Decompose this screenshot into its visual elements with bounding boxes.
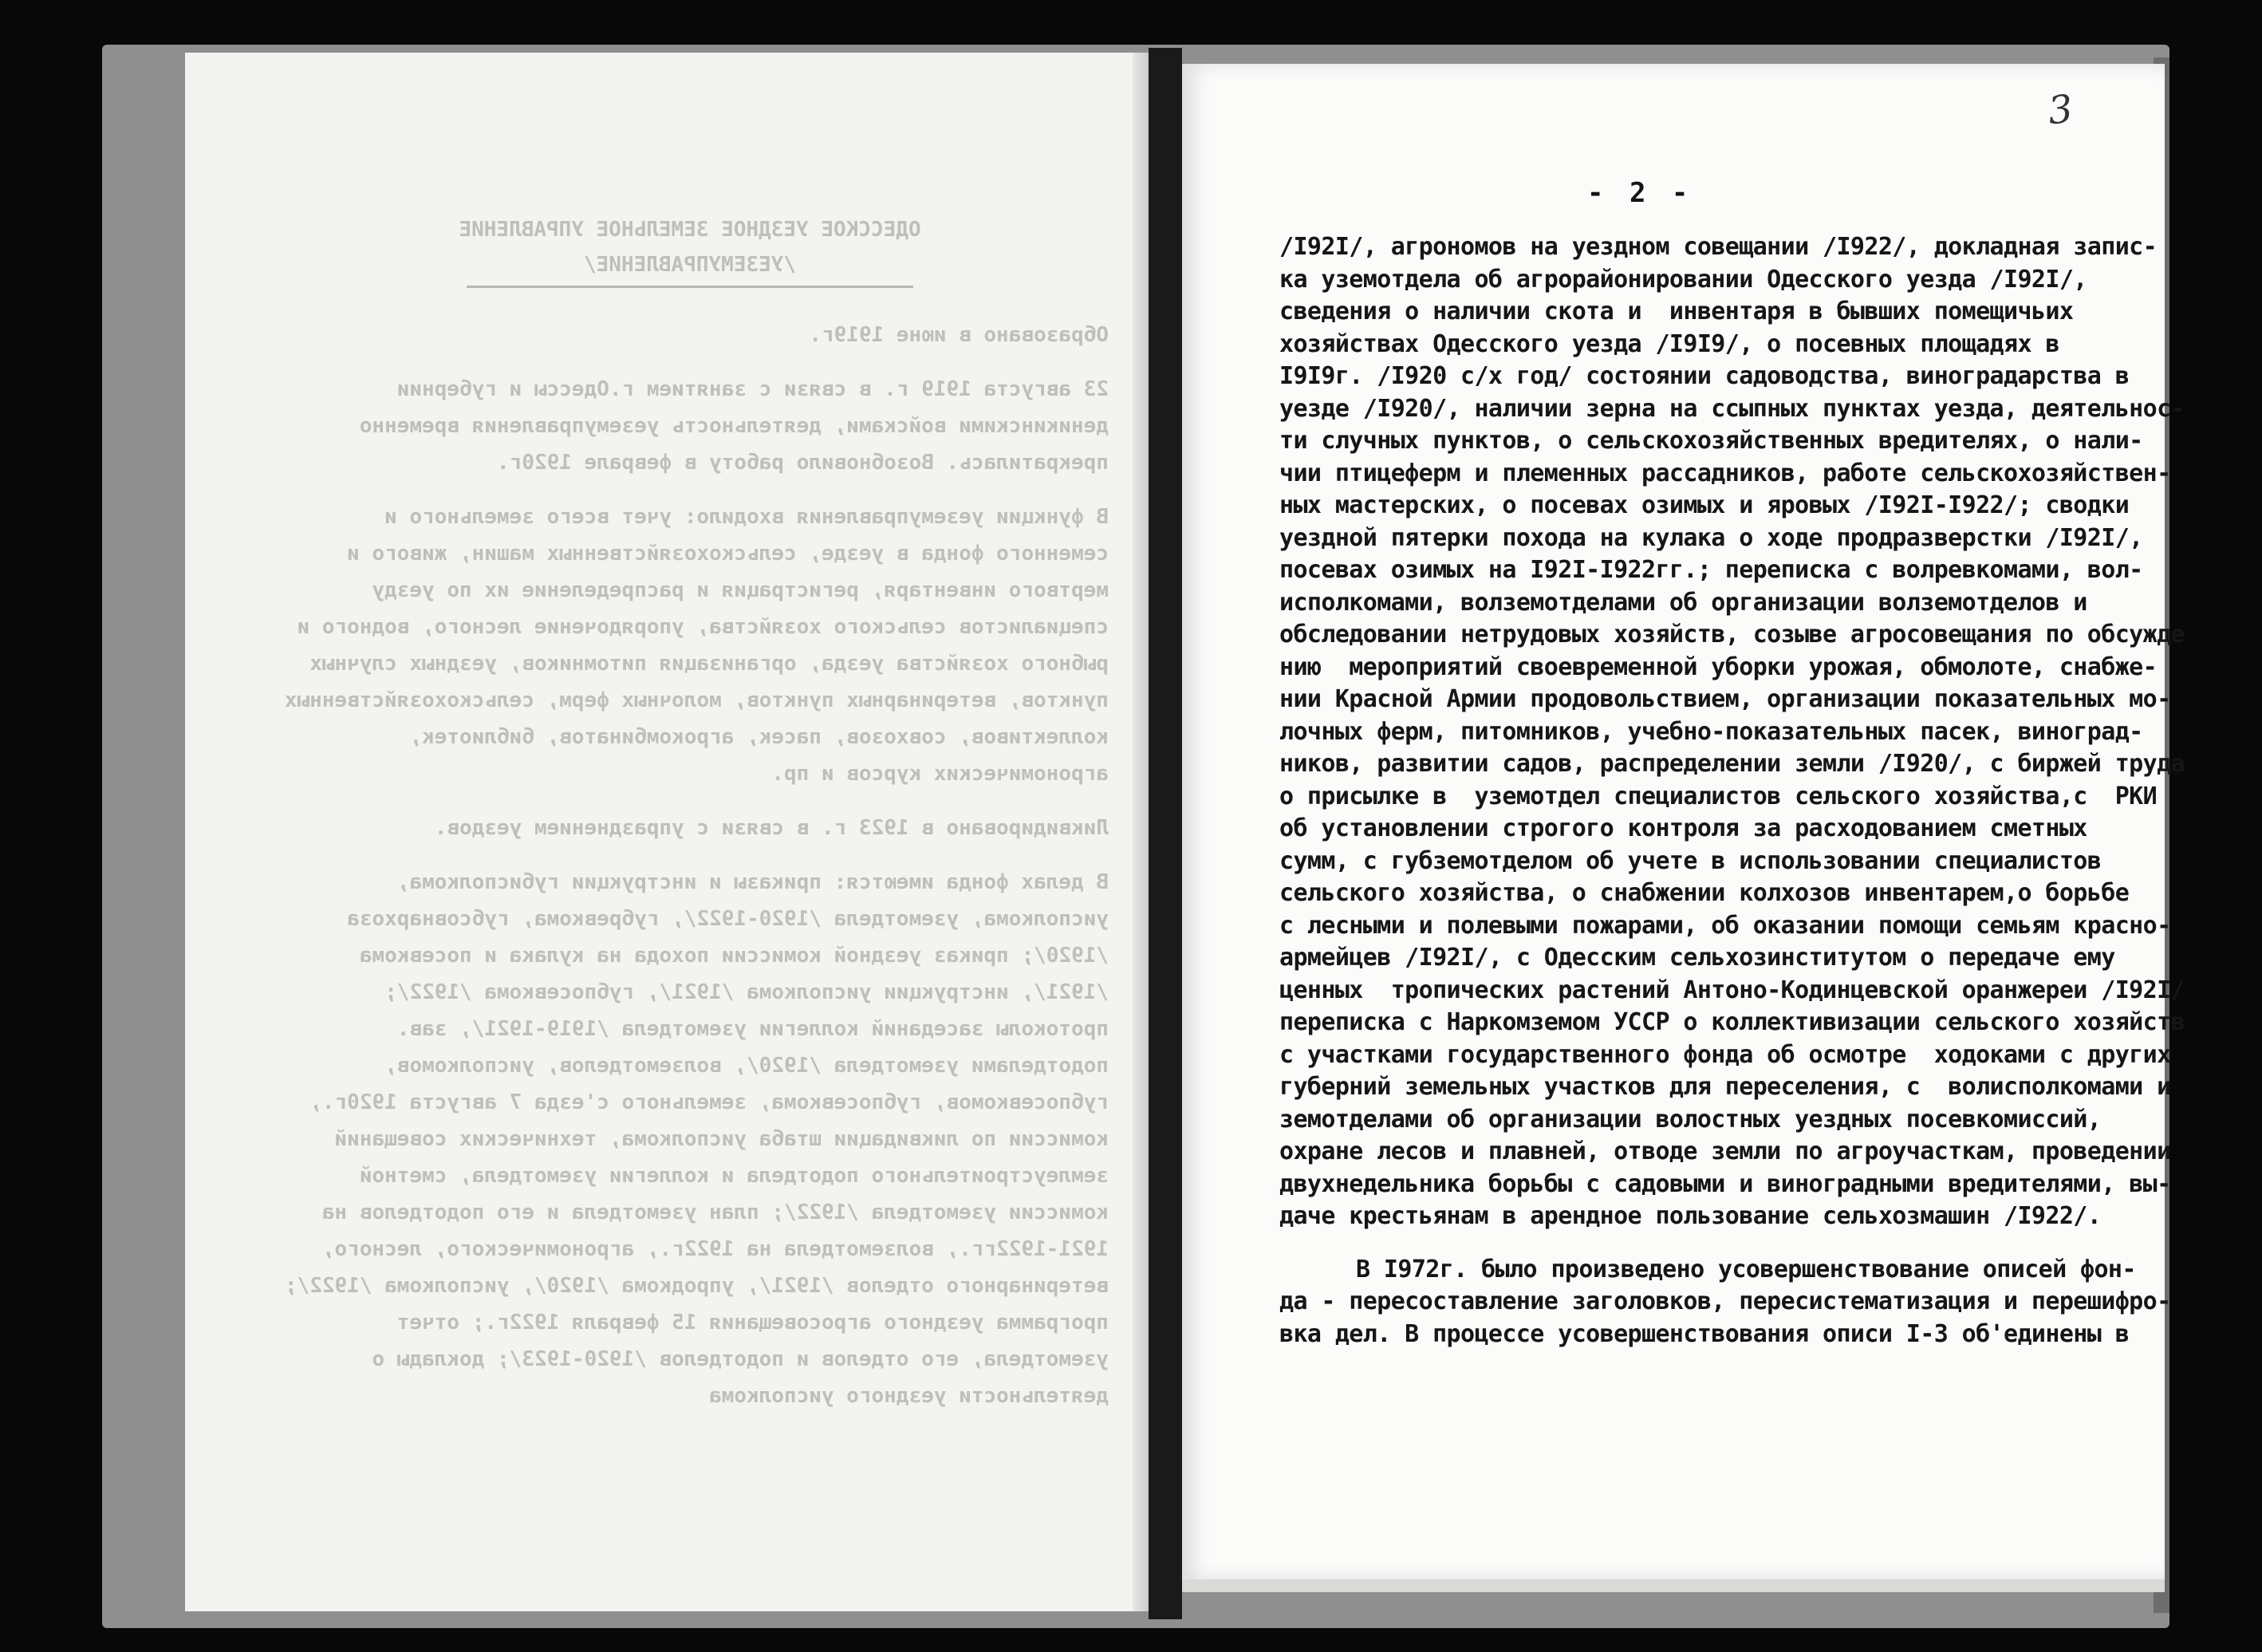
- left-paragraph: В делах фонда имеются: приказы и инструкции губисполкома, уисполкома, уземотдела /1920-1922/, губревкома, губсовнархоза /1920/; приказ уездной комиссии похода на кулака и посевкома /1921/, инструкции уисполкома /1921/, губпосевкома /1922/; протоколы заседаний коллегии уземотдела /1919-1921/, зав. подотделами уземотдела /1920/, волземотделов, уисполкомов, губпосевкомов, губпосевкома, земельного с'езда 7 августа 1920г., комиссии по ликвидации штаба уисполкома, технических совещаний землеустроительного подотдела и коллегии уземотдела, сметной комиссии уземотдела /1922/; план уземотдела и его подотделов на 1921-1922гг., волземотдела на 1922г., агрономического, лесного, ветеринарного отделов /1921/, упродкома /1920/, уисполкома /1922/; программа уездного агросовещания 15 февраля 1922г.; отчет уземотдела, его отделов и подотделов /1920-1923/; доклады о деятельности уездного уисполкома: [284, 870, 1109, 1408]
- text-line: сведения о наличии скота и инвентаря в бывших помещичьих: [1279, 298, 2074, 325]
- text-line: I9I9г. /I920 с/х год/ состоянии садоводства, виноградарства в: [1279, 362, 2130, 390]
- text-line: земотделами об организации волостных уездных посевкомиссий,: [1279, 1105, 2102, 1134]
- text-line: /I92I/, агрономов на уездном совещании /I922/, докладная запис-: [1279, 233, 2158, 261]
- text-line: уезде /I920/, наличии зерна на ссыпных пунктах уезда, деятельнос-: [1279, 394, 2185, 423]
- left-paragraph: Ликвидировано в 1923 г. в связи с упразднением уездов.: [434, 816, 1109, 840]
- text-line: сельского хозяйства, о снабжении колхозов инвентарем,о борьбе: [1279, 879, 2130, 907]
- text-line: ка уземотдела об агрорайонировании Одесского уезда /I92I/,: [1279, 265, 2087, 294]
- text-line: даче крестьянам в арендное пользование сельхозмашин /I922/.: [1279, 1202, 2102, 1230]
- text-line: с лесными и полевыми пожарами, об оказании помощи семьям красно-: [1279, 911, 2171, 940]
- text-line: сумм, с губземотделом об учете в использовании специалистов: [1279, 846, 2102, 875]
- left-title-line-1: ОДЕССКОЕ УЕЗДНОЕ ЗЕМЕЛЬНОЕ УПРАВЛЕНИЕ: [459, 218, 921, 242]
- text-line: лочных ферм, питомников, учебно-показательных пасек, виноград-: [1279, 717, 2143, 746]
- left-paragraph: 23 августа 1919 г. в связи с занятием г.Одессы и губернии деникинскими войсками, деятельность уеземуправления временно прекратилась. Возобновило работу в феврале 1920г.: [359, 377, 1109, 475]
- text-line: о присылке в уземотдел специалистов сельского хозяйства,с РКИ: [1279, 782, 2158, 810]
- left-paragraph: В функции уеземуправления входило: учет всего земельного и семенного фонда в уезде, сельскохозяйственных машин, живого и мертвого инвентаря, регистрация и распределение их по уезду специалистов сельского хозяйства, упорядочение лесного, водного и рыбного хозяйства уезда, организация питомников, уездных случных пунктов, ветеринарных пунктов, молочных ферм, сельскохозяйственных коллективов, совхозов, пасек, агрокомбинатов, библиотек, агрономических курсов и пр.: [284, 505, 1109, 786]
- text-line: обследовании нетрудовых хозяйств, созыве агросовещания по обсужде: [1279, 621, 2185, 649]
- text-line: В I972г. было произведено усовершенствование описей фон-: [1356, 1255, 2136, 1283]
- text-line: двухнедельника борьбы с садовыми и виноградными вредителями, вы-: [1279, 1169, 2171, 1198]
- text-line: армейцев /I92I/, с Одесским сельхозинститутом о передаче ему: [1279, 944, 2115, 972]
- text-line: с участками государственного фонда об осмотре ходоками с других: [1279, 1040, 2171, 1069]
- left-paragraph: Образовано в июне 1919г.: [809, 323, 1109, 347]
- text-line: ценных тропических растений Антоно-Кодинцевской оранжереи /I92I/: [1279, 976, 2185, 1004]
- text-line: об установлении строгого контроля за расходованием сметных: [1279, 814, 2087, 842]
- text-line: исполкомами, волземотделами об организации волземотделов и: [1279, 588, 2087, 617]
- paragraph-gap: [1279, 1233, 2165, 1254]
- text-line: переписка с Наркомземом УССР о коллективизации сельского хозяйств: [1279, 1008, 2185, 1036]
- text-line: ти случных пунктов, о сельскохозяйственных вредителях, о нали-: [1279, 427, 2143, 455]
- text-line: хозяйствах Одесского уезда /I9I9/, о посевных площадях в: [1279, 329, 2059, 358]
- left-page-bleed-through-text: [185, 53, 1157, 1611]
- text-line: посевах озимых на I92I-I922гг.; переписка с волревкомами, вол-: [1279, 556, 2143, 584]
- text-line: да - пересоставление заголовков, пересистематизация и перешифро-: [1279, 1287, 2171, 1315]
- page-number: - 2 -: [1587, 177, 1693, 209]
- text-line: уездной пятерки похода на кулака о ходе продразверстки /I92I/,: [1279, 523, 2143, 552]
- text-line: вка дел. В процессе усовершенствования описи I-3 об'единены в: [1279, 1319, 2130, 1348]
- text-line: охране лесов и плавней, отводе земли по агроучасткам, проведении: [1279, 1137, 2171, 1165]
- text-line: ников, развитии садов, распределении земли /I920/, с биржей труда: [1279, 750, 2185, 778]
- text-line: чии птицеферм и племенных рассадников, работе сельскохозяйствен-: [1279, 459, 2171, 487]
- left-title-underline: [467, 286, 913, 288]
- text-line: ных мастерских, о посевах озимых и яровых /I92I-I922/; сводки: [1279, 491, 2130, 519]
- text-line: нии Красной Армии продовольствием, организации показательных мо-: [1279, 685, 2171, 713]
- right-page-bottom-edge: [1182, 1579, 2165, 1592]
- left-title-line-2: /УЕЗЕМУПРАВЛЕНИЕ/: [583, 253, 797, 277]
- text-line: губерний земельных участков для переселения, с волисполкомами и: [1279, 1073, 2171, 1101]
- handwritten-archive-number: 3: [2046, 86, 2075, 134]
- right-page-body-text: [1279, 231, 2185, 1350]
- text-line: нию мероприятий своевременной уборки урожая, обмолоте, снабже-: [1279, 653, 2158, 681]
